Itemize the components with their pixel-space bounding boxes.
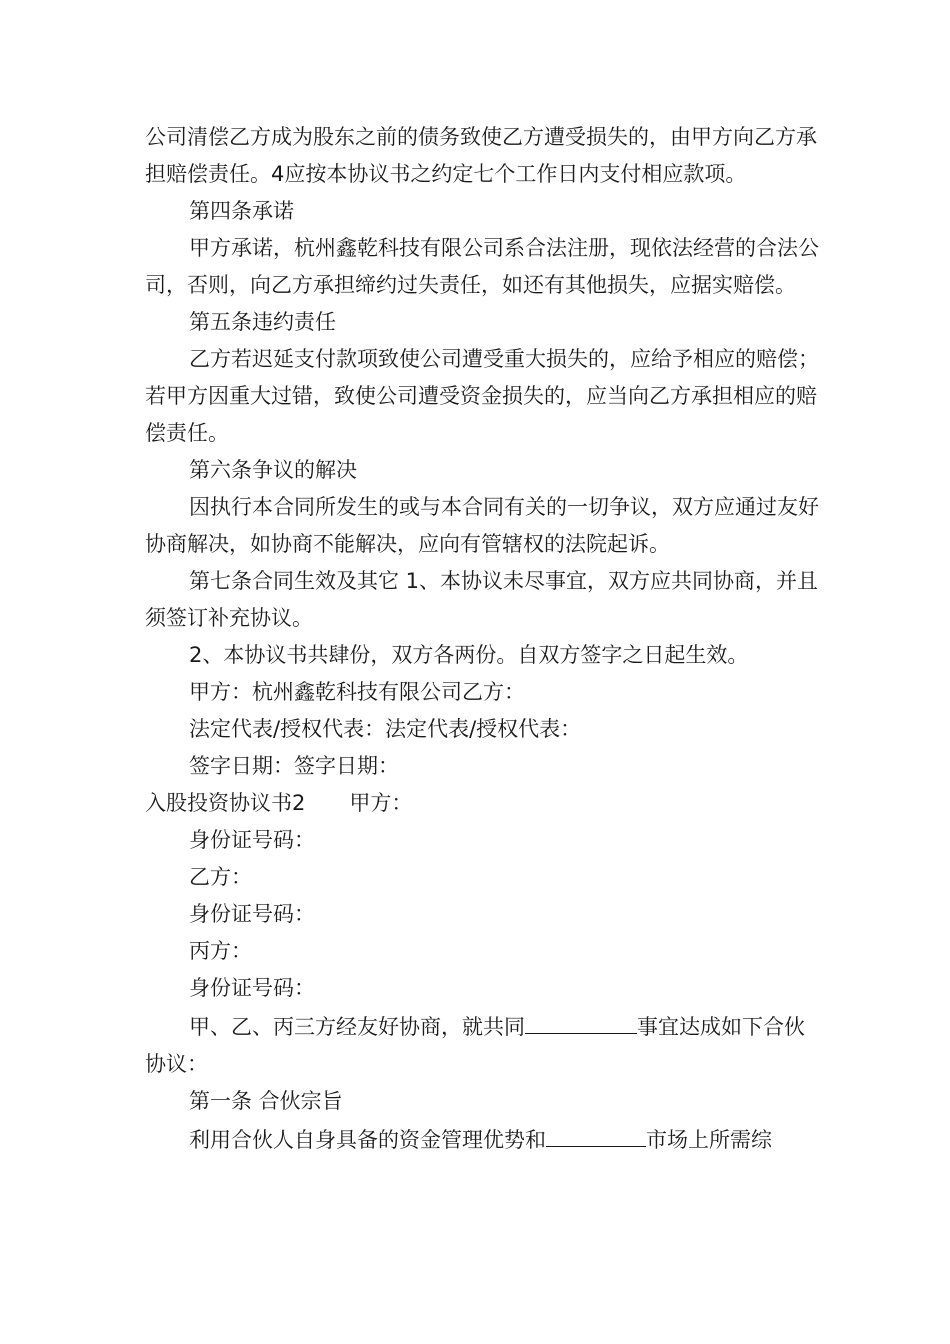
text-segment: 甲、乙、丙三方经友好协商，就共同 [189,1015,525,1039]
paragraph: 因执行本合同所发生的或与本合同有关的一切争议，双方应通过友好协商解决，如协商不能解决，应向有管辖权的法院起诉。 [145,495,819,556]
text-segment: 市场上所需综 [646,1128,772,1152]
signature-representative-line: 法定代表/授权代表：法定代表/授权代表： [189,717,582,741]
section-heading: 第五条违约责任 [189,310,336,334]
paragraph [145,1120,825,1159]
signature-party-line: 甲方：杭州鑫乾科技有限公司乙方： [189,680,525,704]
id-number-field: 身份证号码： [189,976,315,1000]
document-title: 入股投资协议书2 [145,791,306,815]
document-body [145,119,825,1159]
section-heading: 第四条承诺 [189,199,294,223]
document-title-line [145,785,825,822]
paragraph: 乙方若迟延支付款项致使公司遭受重大损失的，应给予相应的赔偿；若甲方因重大过错，致使公司遭受资金损失的，应当向乙方承担相应的赔偿责任。 [145,347,819,445]
paragraph: 甲方承诺，杭州鑫乾科技有限公司系合法注册，现依法经营的合法公司，否则，向乙方承担缔约过失责任，如还有其他损失，应据实赔偿。 [145,236,819,297]
text-segment: 利用合伙人自身具备的资金管理优势和 [189,1128,546,1152]
party-b-label: 乙方： [189,865,252,889]
paragraph: 2、本协议书共肆份，双方各两份。自双方签字之日起生效。 [189,643,749,667]
paragraph [145,1007,825,1083]
party-c-label: 丙方： [189,939,252,963]
signature-date-line: 签字日期：签字日期： [189,754,399,778]
paragraph: 第七条合同生效及其它 1、本协议未尽事宜，双方应共同协商，并且须签订补充协议。 [145,569,819,630]
id-number-field: 身份证号码： [189,828,315,852]
party-a-label: 甲方： [349,791,413,815]
id-number-field: 身份证号码： [189,902,315,926]
fill-in-blank [525,1007,637,1034]
section-heading: 第六条争议的解决 [189,458,357,482]
fill-in-blank [546,1120,646,1147]
section-heading: 第一条 合伙宗旨 [189,1089,343,1113]
text-segment: 事宜达成如下合伙协议： [145,1015,805,1076]
paragraph: 公司清偿乙方成为股东之前的债务致使乙方遭受损失的，由甲方向乙方承担赔偿责任。4应按本协议书之约定七个工作日内支付相应款项。 [145,125,817,186]
